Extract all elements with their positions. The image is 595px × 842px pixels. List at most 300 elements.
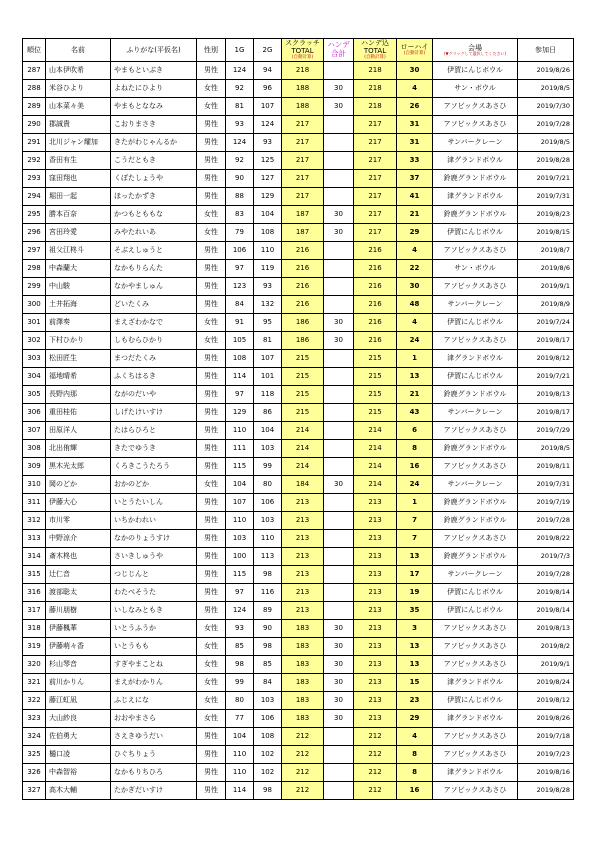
cell-handicap-total: 213 — [354, 620, 397, 638]
cell-gender: 男性 — [197, 242, 226, 260]
cell-name: 北川ジャン耀加 — [46, 134, 111, 152]
cell-rank: 293 — [23, 170, 46, 188]
cell-game2[interactable]: 124 — [254, 116, 282, 134]
cell-gender: 女性 — [197, 692, 226, 710]
cell-game2[interactable]: 106 — [254, 494, 282, 512]
cell-game1[interactable]: 91 — [226, 314, 254, 332]
cell-date[interactable]: 2019/8/17 — [518, 404, 574, 422]
cell-handicap: 30 — [324, 80, 354, 98]
cell-handicap-total: 217 — [354, 134, 397, 152]
cell-date[interactable]: 2019/8/26 — [518, 62, 574, 80]
cell-date[interactable]: 2019/8/17 — [518, 332, 574, 350]
cell-handicap: 30 — [324, 692, 354, 710]
cell-handicap-total: 214 — [354, 422, 397, 440]
cell-game1[interactable]: 110 — [226, 746, 254, 764]
cell-date[interactable]: 2019/8/5 — [518, 134, 574, 152]
cell-low-high: 31 — [397, 116, 433, 134]
cell-rank: 300 — [23, 296, 46, 314]
cell-venue-select[interactable]: アソビックスあさひ — [433, 458, 518, 476]
cell-venue-select[interactable]: アソビックスあさひ — [433, 746, 518, 764]
cell-game1[interactable]: 115 — [226, 566, 254, 584]
cell-date[interactable]: 2019/8/12 — [518, 350, 574, 368]
cell-handicap-total: 217 — [354, 170, 397, 188]
cell-game2[interactable]: 85 — [254, 656, 282, 674]
cell-game1[interactable]: 115 — [226, 458, 254, 476]
cell-handicap-total: 217 — [354, 224, 397, 242]
cell-game1[interactable]: 81 — [226, 98, 254, 116]
cell-rank: 326 — [23, 764, 46, 782]
cell-rank: 291 — [23, 134, 46, 152]
cell-game2[interactable]: 119 — [254, 260, 282, 278]
cell-scratch-total: 213 — [282, 602, 324, 620]
cell-name: 渡部聡太 — [46, 584, 111, 602]
table-row — [23, 296, 574, 314]
cell-handicap — [324, 728, 354, 746]
cell-low-high: 13 — [397, 368, 433, 386]
cell-scratch-total: 213 — [282, 566, 324, 584]
cell-venue-select[interactable]: アソビックスあさひ — [433, 116, 518, 134]
cell-game2[interactable]: 89 — [254, 602, 282, 620]
cell-handicap: 30 — [324, 476, 354, 494]
cell-venue-select[interactable]: アソビックスあさひ — [433, 782, 518, 800]
cell-game1[interactable]: 92 — [226, 80, 254, 98]
cell-handicap — [324, 764, 354, 782]
cell-game2[interactable]: 127 — [254, 170, 282, 188]
cell-handicap-total: 213 — [354, 512, 397, 530]
cell-low-high: 29 — [397, 710, 433, 728]
cell-rank: 302 — [23, 332, 46, 350]
cell-date[interactable]: 2019/8/9 — [518, 296, 574, 314]
cell-handicap-total: 215 — [354, 350, 397, 368]
cell-date[interactable]: 2019/7/31 — [518, 188, 574, 206]
cell-kana: いとうふうか — [111, 620, 197, 638]
cell-game2[interactable]: 104 — [254, 422, 282, 440]
cell-date[interactable]: 2019/7/29 — [518, 422, 574, 440]
cell-venue-select[interactable]: 鈴鹿グランドボウル — [433, 512, 518, 530]
cell-game1[interactable]: 97 — [226, 584, 254, 602]
cell-date[interactable]: 2019/8/28 — [518, 152, 574, 170]
cell-venue-select[interactable]: 鈴鹿グランドボウル — [433, 494, 518, 512]
cell-venue-select[interactable]: 津グランドボウル — [433, 710, 518, 728]
table-row — [23, 350, 574, 368]
cell-name: 窪田翔也 — [46, 170, 111, 188]
cell-game2[interactable]: 95 — [254, 314, 282, 332]
cell-rank: 319 — [23, 638, 46, 656]
cell-kana: たかぎだいすけ — [111, 782, 197, 800]
cell-game2[interactable]: 125 — [254, 152, 282, 170]
cell-date[interactable]: 2019/8/23 — [518, 206, 574, 224]
cell-gender: 男性 — [197, 368, 226, 386]
cell-venue-select[interactable]: 津グランドボウル — [433, 674, 518, 692]
cell-game2[interactable]: 86 — [254, 404, 282, 422]
cell-date[interactable]: 2019/9/1 — [518, 656, 574, 674]
cell-scratch-total: 216 — [282, 242, 324, 260]
cell-gender: 男性 — [197, 404, 226, 422]
cell-venue-select[interactable]: 鈴鹿グランドボウル — [433, 548, 518, 566]
cell-venue-select[interactable]: 津グランドボウル — [433, 152, 518, 170]
cell-date[interactable]: 2019/7/3 — [518, 548, 574, 566]
cell-game2[interactable]: 103 — [254, 692, 282, 710]
cell-date[interactable]: 2019/8/13 — [518, 620, 574, 638]
cell-venue-select[interactable]: 伊賀にんじボウル — [433, 584, 518, 602]
cell-venue-select[interactable]: 鈴鹿グランドボウル — [433, 170, 518, 188]
cell-date[interactable]: 2019/7/30 — [518, 98, 574, 116]
cell-low-high: 48 — [397, 296, 433, 314]
table-row — [23, 728, 574, 746]
cell-game1[interactable]: 80 — [226, 692, 254, 710]
cell-venue-select[interactable]: アソビックスあさひ — [433, 278, 518, 296]
cell-handicap-total: 213 — [354, 638, 397, 656]
cell-name: 伊藤楓華 — [46, 620, 111, 638]
cell-game2[interactable]: 99 — [254, 458, 282, 476]
cell-scratch-total: 183 — [282, 620, 324, 638]
cell-rank: 306 — [23, 404, 46, 422]
cell-date[interactable]: 2019/8/7 — [518, 242, 574, 260]
cell-game2[interactable]: 80 — [254, 476, 282, 494]
cell-game1[interactable]: 105 — [226, 332, 254, 350]
cell-handicap — [324, 116, 354, 134]
cell-game1[interactable]: 99 — [226, 674, 254, 692]
cell-low-high: 8 — [397, 440, 433, 458]
cell-low-high: 31 — [397, 134, 433, 152]
cell-game1[interactable]: 98 — [226, 656, 254, 674]
cell-venue-select[interactable]: サン・ボウル — [433, 260, 518, 278]
cell-game1[interactable]: 97 — [226, 260, 254, 278]
cell-gender: 女性 — [197, 638, 226, 656]
cell-low-high: 13 — [397, 548, 433, 566]
cell-game1[interactable]: 111 — [226, 440, 254, 458]
cell-handicap-total: 218 — [354, 80, 397, 98]
cell-game2[interactable]: 90 — [254, 620, 282, 638]
cell-name: 重田桂佑 — [46, 404, 111, 422]
cell-game1[interactable]: 110 — [226, 512, 254, 530]
cell-game1[interactable]: 124 — [226, 602, 254, 620]
cell-date[interactable]: 2019/8/28 — [518, 782, 574, 800]
cell-gender: 男性 — [197, 602, 226, 620]
cell-game2[interactable]: 116 — [254, 584, 282, 602]
cell-game2[interactable]: 113 — [254, 548, 282, 566]
table-row — [23, 332, 574, 350]
cell-venue-select[interactable]: 鈴鹿グランドボウル — [433, 206, 518, 224]
cell-game2[interactable]: 110 — [254, 242, 282, 260]
cell-kana: なかのりょうすけ — [111, 530, 197, 548]
cell-gender: 男性 — [197, 458, 226, 476]
cell-venue-select[interactable]: 伊賀にんじボウル — [433, 314, 518, 332]
cell-handicap-total: 215 — [354, 368, 397, 386]
cell-rank: 315 — [23, 566, 46, 584]
cell-rank: 316 — [23, 584, 46, 602]
cell-game1[interactable]: 84 — [226, 296, 254, 314]
header-scratch-total — [282, 39, 324, 62]
cell-kana: そぶえしゅうと — [111, 242, 197, 260]
cell-date[interactable]: 2019/8/5 — [518, 440, 574, 458]
cell-date[interactable]: 2019/8/5 — [518, 80, 574, 98]
cell-name: 斎木柊也 — [46, 548, 111, 566]
cell-name: 岡のどか — [46, 476, 111, 494]
cell-venue-select[interactable]: 伊賀にんじボウル — [433, 224, 518, 242]
cell-game2[interactable]: 118 — [254, 386, 282, 404]
cell-date[interactable]: 2019/8/15 — [518, 224, 574, 242]
cell-handicap-total: 213 — [354, 674, 397, 692]
cell-handicap: 30 — [324, 656, 354, 674]
cell-game1[interactable]: 88 — [226, 188, 254, 206]
cell-venue-select[interactable]: アソビックスあさひ — [433, 620, 518, 638]
cell-venue-select[interactable]: 鈴鹿グランドボウル — [433, 386, 518, 404]
cell-game2[interactable]: 102 — [254, 764, 282, 782]
cell-game1[interactable]: 110 — [226, 764, 254, 782]
cell-venue-select[interactable]: サンバークレーン — [433, 134, 518, 152]
cell-venue-select[interactable]: アソビックスあさひ — [433, 530, 518, 548]
cell-venue-select[interactable]: アソビックスあさひ — [433, 656, 518, 674]
table-row — [23, 152, 574, 170]
cell-low-high: 4 — [397, 80, 433, 98]
cell-low-high: 21 — [397, 206, 433, 224]
table-row — [23, 224, 574, 242]
cell-rank: 322 — [23, 692, 46, 710]
cell-handicap-total: 216 — [354, 296, 397, 314]
cell-game2[interactable]: 98 — [254, 638, 282, 656]
cell-scratch-total: 183 — [282, 656, 324, 674]
cell-date[interactable]: 2019/8/6 — [518, 260, 574, 278]
cell-game2[interactable]: 104 — [254, 206, 282, 224]
cell-rank: 320 — [23, 656, 46, 674]
cell-gender: 女性 — [197, 674, 226, 692]
cell-gender: 女性 — [197, 98, 226, 116]
cell-game1[interactable]: 123 — [226, 278, 254, 296]
cell-game1[interactable]: 93 — [226, 620, 254, 638]
cell-date[interactable]: 2019/8/16 — [518, 764, 574, 782]
cell-venue-select[interactable]: サンバークレーン — [433, 476, 518, 494]
cell-name: 大山紗良 — [46, 710, 111, 728]
cell-date[interactable]: 2019/8/11 — [518, 458, 574, 476]
cell-date[interactable]: 2019/7/21 — [518, 170, 574, 188]
cell-date[interactable]: 2019/7/18 — [518, 728, 574, 746]
header-date: 参加日 — [518, 39, 574, 62]
cell-venue-select[interactable]: サンバークレーン — [433, 296, 518, 314]
cell-venue-select[interactable]: アソビックスあさひ — [433, 422, 518, 440]
cell-game2[interactable]: 107 — [254, 98, 282, 116]
cell-game1[interactable]: 100 — [226, 548, 254, 566]
cell-rank: 305 — [23, 386, 46, 404]
cell-game1[interactable]: 104 — [226, 476, 254, 494]
cell-low-high: 35 — [397, 602, 433, 620]
cell-game2[interactable]: 102 — [254, 746, 282, 764]
cell-scratch-total: 212 — [282, 764, 324, 782]
cell-game2[interactable]: 108 — [254, 728, 282, 746]
cell-game2[interactable]: 103 — [254, 512, 282, 530]
cell-date[interactable]: 2019/7/28 — [518, 566, 574, 584]
cell-game1[interactable]: 129 — [226, 404, 254, 422]
cell-date[interactable]: 2019/7/19 — [518, 494, 574, 512]
cell-game1[interactable]: 106 — [226, 242, 254, 260]
cell-venue-select[interactable]: 津グランドボウル — [433, 350, 518, 368]
cell-kana: よねたにひより — [111, 80, 197, 98]
cell-gender: 女性 — [197, 224, 226, 242]
cell-game2[interactable]: 132 — [254, 296, 282, 314]
cell-venue-select[interactable]: 鈴鹿グランドボウル — [433, 440, 518, 458]
cell-venue-select[interactable]: アソビックスあさひ — [433, 332, 518, 350]
cell-kana: いとうたいしん — [111, 494, 197, 512]
cell-kana: くぼたしょうや — [111, 170, 197, 188]
cell-venue-select[interactable]: 伊賀にんじボウル — [433, 692, 518, 710]
cell-game2[interactable]: 93 — [254, 134, 282, 152]
cell-gender: 男性 — [197, 746, 226, 764]
cell-game1[interactable]: 85 — [226, 638, 254, 656]
cell-venue-select[interactable]: アソビックスあさひ — [433, 242, 518, 260]
cell-game1[interactable]: 79 — [226, 224, 254, 242]
cell-venue-select[interactable]: サン・ボウル — [433, 80, 518, 98]
cell-venue-select[interactable]: アソビックスあさひ — [433, 638, 518, 656]
cell-name: 松田匠生 — [46, 350, 111, 368]
cell-venue-select[interactable]: 伊賀にんじボウル — [433, 368, 518, 386]
cell-game2[interactable]: 101 — [254, 368, 282, 386]
cell-scratch-total: 218 — [282, 62, 324, 80]
cell-date[interactable]: 2019/8/13 — [518, 386, 574, 404]
cell-low-high: 4 — [397, 242, 433, 260]
cell-venue-select[interactable]: サンバークレーン — [433, 566, 518, 584]
cell-game1[interactable]: 92 — [226, 152, 254, 170]
cell-game2[interactable]: 103 — [254, 440, 282, 458]
cell-game2[interactable]: 106 — [254, 710, 282, 728]
cell-game2[interactable]: 107 — [254, 350, 282, 368]
header-game2: 2G — [254, 39, 282, 62]
cell-date[interactable]: 2019/8/22 — [518, 530, 574, 548]
cell-game1[interactable]: 124 — [226, 62, 254, 80]
cell-game2[interactable]: 84 — [254, 674, 282, 692]
cell-rank: 301 — [23, 314, 46, 332]
cell-game1[interactable]: 107 — [226, 494, 254, 512]
cell-handicap-total: 217 — [354, 188, 397, 206]
cell-date[interactable]: 2019/7/23 — [518, 746, 574, 764]
cell-game1[interactable]: 110 — [226, 422, 254, 440]
table-row — [23, 512, 574, 530]
cell-date[interactable]: 2019/8/26 — [518, 710, 574, 728]
cell-scratch-total: 183 — [282, 710, 324, 728]
cell-kana: くろきこうたろう — [111, 458, 197, 476]
cell-low-high: 13 — [397, 656, 433, 674]
table-row — [23, 278, 574, 296]
cell-handicap — [324, 278, 354, 296]
cell-venue-select[interactable]: 津グランドボウル — [433, 188, 518, 206]
cell-date[interactable]: 2019/7/28 — [518, 116, 574, 134]
cell-kana: おかのどか — [111, 476, 197, 494]
cell-date[interactable]: 2019/7/21 — [518, 368, 574, 386]
cell-game1[interactable]: 90 — [226, 170, 254, 188]
cell-handicap-total: 217 — [354, 116, 397, 134]
cell-date[interactable]: 2019/9/1 — [518, 278, 574, 296]
cell-name: 杉山琴音 — [46, 656, 111, 674]
cell-handicap-total: 213 — [354, 602, 397, 620]
cell-rank: 299 — [23, 278, 46, 296]
cell-low-high: 8 — [397, 746, 433, 764]
cell-name: 樋口凌 — [46, 746, 111, 764]
cell-game1[interactable]: 93 — [226, 116, 254, 134]
cell-game1[interactable]: 104 — [226, 728, 254, 746]
cell-date[interactable]: 2019/8/2 — [518, 638, 574, 656]
cell-low-high: 3 — [397, 620, 433, 638]
cell-venue-select[interactable]: 伊賀にんじボウル — [433, 62, 518, 80]
cell-game2[interactable]: 98 — [254, 782, 282, 800]
cell-venue-select[interactable]: 伊賀にんじボウル — [433, 602, 518, 620]
cell-game2[interactable]: 93 — [254, 278, 282, 296]
cell-gender: 男性 — [197, 566, 226, 584]
cell-gender: 男性 — [197, 584, 226, 602]
cell-rank: 296 — [23, 224, 46, 242]
cell-game1[interactable]: 83 — [226, 206, 254, 224]
cell-venue-select[interactable]: 津グランドボウル — [433, 764, 518, 782]
cell-game1[interactable]: 103 — [226, 530, 254, 548]
cell-game2[interactable]: 94 — [254, 62, 282, 80]
cell-scratch-total: 216 — [282, 296, 324, 314]
cell-scratch-total: 215 — [282, 368, 324, 386]
cell-game2[interactable]: 81 — [254, 332, 282, 350]
cell-date[interactable]: 2019/8/12 — [518, 692, 574, 710]
cell-low-high: 19 — [397, 584, 433, 602]
cell-game2[interactable]: 110 — [254, 530, 282, 548]
cell-venue-select[interactable]: アソビックスあさひ — [433, 98, 518, 116]
cell-game1[interactable]: 108 — [226, 350, 254, 368]
cell-rank: 325 — [23, 746, 46, 764]
cell-rank: 314 — [23, 548, 46, 566]
cell-game1[interactable]: 114 — [226, 368, 254, 386]
cell-gender: 男性 — [197, 62, 226, 80]
cell-venue-select[interactable]: アソビックスあさひ — [433, 728, 518, 746]
table-row — [23, 134, 574, 152]
cell-game1[interactable]: 124 — [226, 134, 254, 152]
cell-low-high: 7 — [397, 512, 433, 530]
table-row — [23, 62, 574, 80]
cell-gender: 女性 — [197, 314, 226, 332]
cell-kana: すぎやまことね — [111, 656, 197, 674]
cell-game2[interactable]: 98 — [254, 566, 282, 584]
cell-rank: 290 — [23, 116, 46, 134]
cell-date[interactable]: 2019/8/14 — [518, 584, 574, 602]
cell-handicap: 30 — [324, 314, 354, 332]
cell-date[interactable]: 2019/7/31 — [518, 476, 574, 494]
cell-game1[interactable]: 97 — [226, 386, 254, 404]
cell-date[interactable]: 2019/7/28 — [518, 512, 574, 530]
header-game1: 1G — [226, 39, 254, 62]
cell-scratch-total: 184 — [282, 476, 324, 494]
cell-date[interactable]: 2019/7/24 — [518, 314, 574, 332]
cell-low-high: 16 — [397, 782, 433, 800]
cell-game2[interactable]: 108 — [254, 224, 282, 242]
header-row — [23, 39, 574, 62]
cell-handicap — [324, 386, 354, 404]
cell-low-high: 24 — [397, 476, 433, 494]
table-row — [23, 170, 574, 188]
cell-handicap-total: 213 — [354, 710, 397, 728]
cell-game1[interactable]: 114 — [226, 782, 254, 800]
table-row — [23, 476, 574, 494]
table-row — [23, 710, 574, 728]
cell-rank: 312 — [23, 512, 46, 530]
cell-low-high: 16 — [397, 458, 433, 476]
cell-date[interactable]: 2019/8/14 — [518, 602, 574, 620]
cell-game1[interactable]: 77 — [226, 710, 254, 728]
cell-game2[interactable]: 129 — [254, 188, 282, 206]
cell-gender: 男性 — [197, 764, 226, 782]
cell-kana: わたべそうた — [111, 584, 197, 602]
cell-handicap-total: 213 — [354, 584, 397, 602]
cell-date[interactable]: 2019/8/24 — [518, 674, 574, 692]
cell-venue-select[interactable]: サンバークレーン — [433, 404, 518, 422]
cell-handicap-total: 212 — [354, 746, 397, 764]
cell-low-high: 8 — [397, 764, 433, 782]
cell-scratch-total: 214 — [282, 458, 324, 476]
cell-game2[interactable]: 96 — [254, 80, 282, 98]
cell-handicap-total: 213 — [354, 530, 397, 548]
